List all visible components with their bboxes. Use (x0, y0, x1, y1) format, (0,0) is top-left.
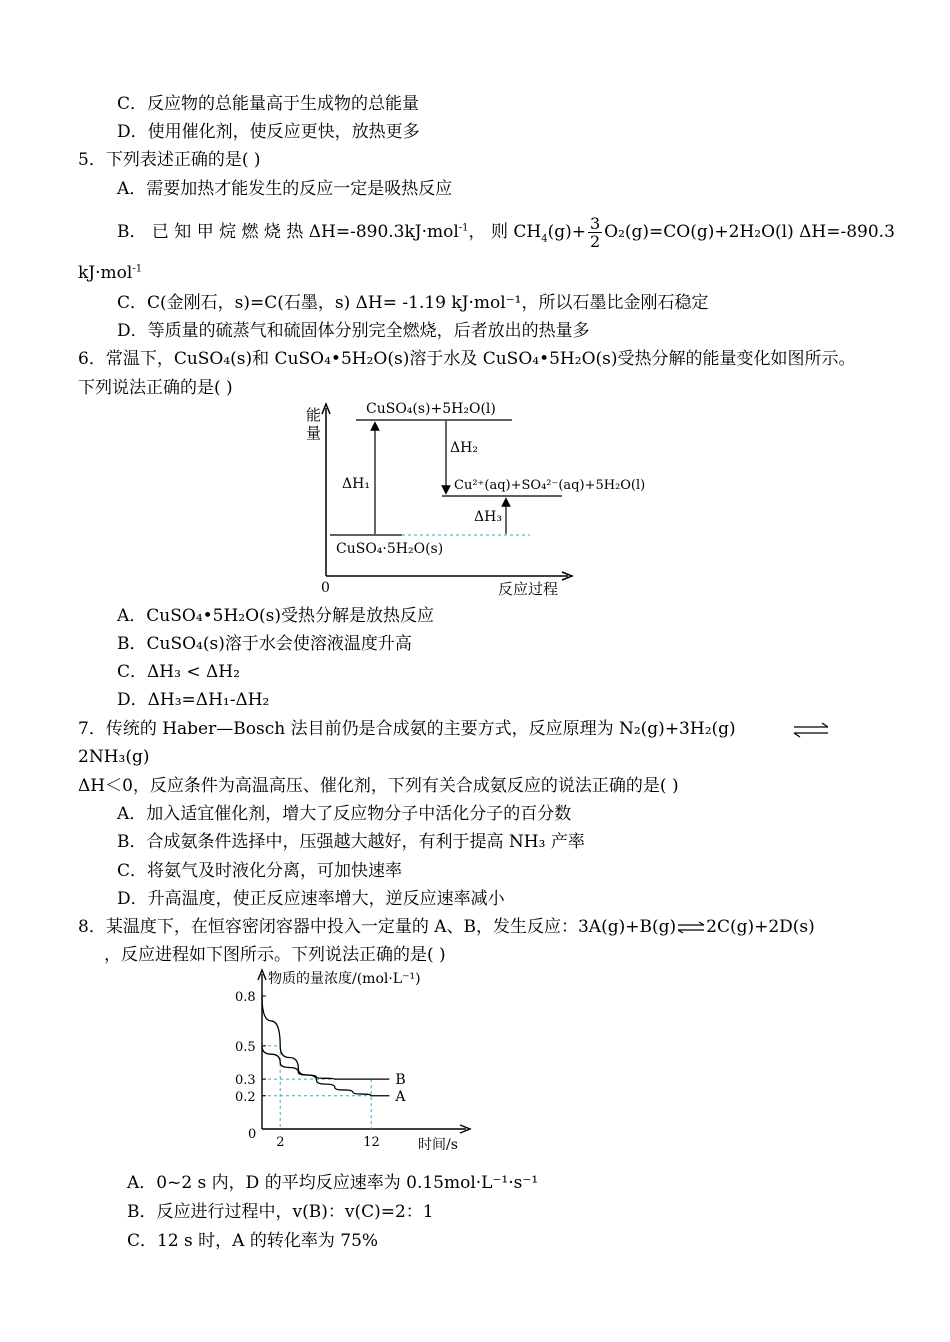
chart-y-label: 物质的量浓度/(mol·L⁻¹) (268, 971, 421, 987)
fraction: $\frac{3}{2}$ (589, 214, 601, 251)
y-label-1: 能 (306, 406, 322, 424)
series-b-label: B (395, 1072, 406, 1089)
q5-stem: 5．下列表述正确的是( ) (78, 150, 261, 170)
origin-label: 0 (321, 580, 330, 596)
y-tick-label: 0.2 (235, 1089, 256, 1105)
energy-diagram (300, 398, 660, 603)
q7-option-a: A．加入适宜催化剂，增大了反应物分子中活化分子的百分数 (117, 804, 572, 824)
concentration-chart (228, 966, 498, 1160)
x-tick-label: 12 (363, 1135, 380, 1150)
q5-option-c: C．C(金刚石，s)=C(石墨，s) ΔH= -1.19 kJ·mol⁻¹，所以石墨比金刚石稳定 (117, 293, 709, 313)
x-label: 反应过程 (498, 580, 559, 598)
y-tick-label: 0.5 (235, 1039, 256, 1055)
q6-stem-line2: 下列说法正确的是( ) (78, 378, 233, 398)
q7-stem-line3: ΔH＜0，反应条件为高温高压、催化剂，下列有关合成氨反应的说法正确的是( ) (78, 776, 679, 796)
dh1-label: ΔH₁ (342, 476, 370, 492)
level-top-label: CuSO₄(s)+5H₂O(l) (366, 401, 496, 417)
y-tick-label: 0.3 (235, 1073, 256, 1089)
q7-option-d: D．升高温度，使正反应速率增大，逆反应速率减小 (117, 889, 505, 909)
equilibrium-arrow-icon (676, 921, 706, 935)
q7-stem-line1: 7．传统的 Haber—Bosch 法目前仍是合成氨的主要方式，反应原理为 N₂(g)+3H₂(g) (78, 719, 736, 739)
q5-option-a: A．需要加热才能发生的反应一定是吸热反应 (117, 179, 453, 199)
q5-option-b-cont: kJ·mol$^{-1}$ (78, 263, 143, 283)
dh2-label: ΔH₂ (450, 440, 478, 456)
x-tick-label: 2 (276, 1135, 285, 1150)
level-mid-label: Cu²⁺(aq)+SO₄²⁻(aq)+5H₂O(l) (454, 478, 646, 493)
q8-option-a: A．0~2 s 内，D 的平均反应速率为 0.15mol·L⁻¹·s⁻¹ (127, 1173, 539, 1193)
q4-option-c: C．反应物的总能量高于生成物的总能量 (117, 94, 420, 114)
y-tick-label: 0.8 (235, 990, 256, 1005)
q8-stem-line1: 8．某温度下，在恒容密闭容器中投入一定量的 A、B，发生反应：3A(g)+B(g) 2C(g)+2D(s) (78, 917, 815, 937)
q5-option-d: D．等质量的硫蒸气和硫固体分别完全燃烧，后者放出的热量多 (117, 321, 590, 341)
chart-x-label: 时间/s (418, 1137, 458, 1153)
q7-option-b: B．合成氨条件选择中，压强越大越好，有利于提高 NH₃ 产率 (117, 832, 585, 852)
chart-origin-label: 0 (248, 1127, 257, 1142)
q5-option-b: B． 已 知 甲 烷 燃 烧 热 ΔH=-890.3kJ·mol$^{-1}$， 则 $CH_4(g)+$ $\frac{3}{2}$ O₂(g)=CO(g)+2H₂O(l) ΔH=-890.3 (117, 214, 895, 251)
q7-stem-line2: 2NH₃(g) (78, 747, 150, 767)
dh3-label: ΔH₃ (474, 509, 502, 525)
q8-stem-line2: ，反应进程如下图所示。下列说法正确的是( ) (104, 945, 446, 965)
q8-option-c: C．12 s 时，A 的转化率为 75% (127, 1231, 379, 1251)
q6-option-a: A．CuSO₄•5H₂O(s)受热分解是放热反应 (117, 606, 435, 626)
q6-stem-line1: 6．常温下，CuSO₄(s)和 CuSO₄•5H₂O(s)溶于水及 CuSO₄•5H₂O(s)受热分解的能量变化如图所示。 (78, 349, 856, 369)
q6-option-b: B．CuSO₄(s)溶于水会使溶液温度升高 (117, 634, 412, 654)
q6-option-d: D．ΔH₃=ΔH₁-ΔH₂ (117, 690, 270, 710)
q8-option-b: B．反应进行过程中，v(B)：v(C)=2：1 (127, 1202, 434, 1222)
level-bottom-label: CuSO₄·5H₂O(s) (336, 541, 444, 557)
q4-option-d: D．使用催化剂，使反应更快，放热更多 (117, 122, 420, 142)
series-a-label: A (395, 1088, 406, 1105)
q7-option-c: C．将氨气及时液化分离，可加快速率 (117, 861, 403, 881)
y-label-2: 量 (306, 424, 322, 442)
q6-option-c: C．ΔH₃ < ΔH₂ (117, 662, 240, 682)
series-a-line (262, 996, 389, 1096)
equilibrium-arrow-icon (790, 722, 832, 738)
